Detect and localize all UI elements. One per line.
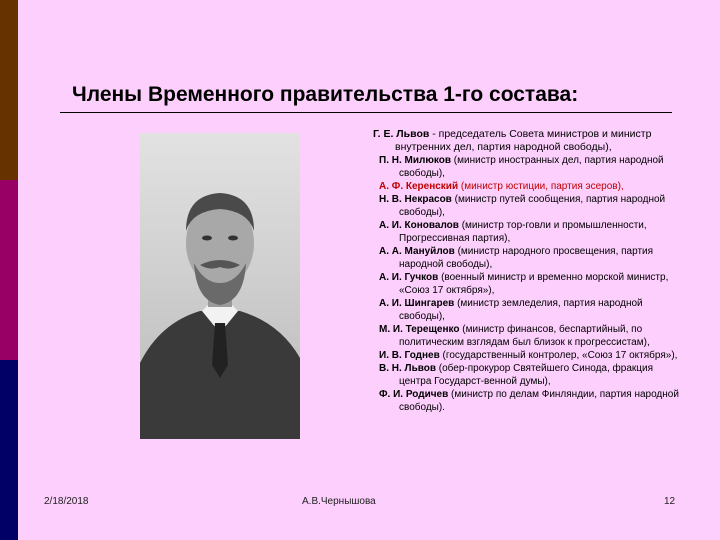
left-stripe-brown [0, 0, 18, 180]
list-item: Н. В. Некрасов (министр путей сообщения, партия народной свободы), [379, 194, 666, 218]
list-item: Ф. И. Родичев (министр по делам Финляндии, партия народной свободы). [379, 389, 679, 413]
list-item: А. А. Мануйлов (министр народного просвещения, партия народной свободы), [379, 246, 654, 270]
list-item: В. Н. Львов (обер-прокурор Святейшего Синода, фракция центра Государст-венной думы), [379, 363, 653, 387]
list-item: М. И. Терещенко (министр финансов, беспартийный, по политическим взглядам был близок к прогрессистам), [379, 324, 650, 348]
slide-title: Члены Временного правительства 1-го состава: [72, 83, 579, 106]
list-item-highlighted: А. Ф. Керенский (министр юстиции, партия эсеров), [379, 181, 624, 192]
footer-author: А.В.Чернышова [302, 496, 376, 507]
list-item: Г. Е. Львов - председатель Совета министров и министр внутренних дел, партия народной свободы), [373, 128, 652, 153]
left-stripe-navy [0, 360, 18, 540]
footer-date: 2/18/2018 [44, 496, 89, 507]
page-number: 12 [664, 496, 676, 507]
portrait-photo [140, 133, 300, 439]
title-underline [60, 112, 672, 113]
list-item: А. И. Коновалов (министр тор-говли и промышленности, Прогрессивная партия), [379, 220, 647, 244]
list-item: А. И. Гучков (военный министр и временно морской министр, «Союз 17 октября»), [379, 272, 669, 296]
list-item: И. В. Годнев (государственный контролер, «Союз 17 октября»), [379, 350, 678, 361]
list-item: П. Н. Милюков (министр иностранных дел, партия народной свободы), [379, 155, 664, 179]
list-item: А. И. Шингарев (министр земледелия, партия народной свободы), [379, 298, 643, 322]
members-list [361, 128, 681, 414]
portrait-illustration [140, 133, 300, 439]
left-stripe-magenta [0, 180, 18, 360]
